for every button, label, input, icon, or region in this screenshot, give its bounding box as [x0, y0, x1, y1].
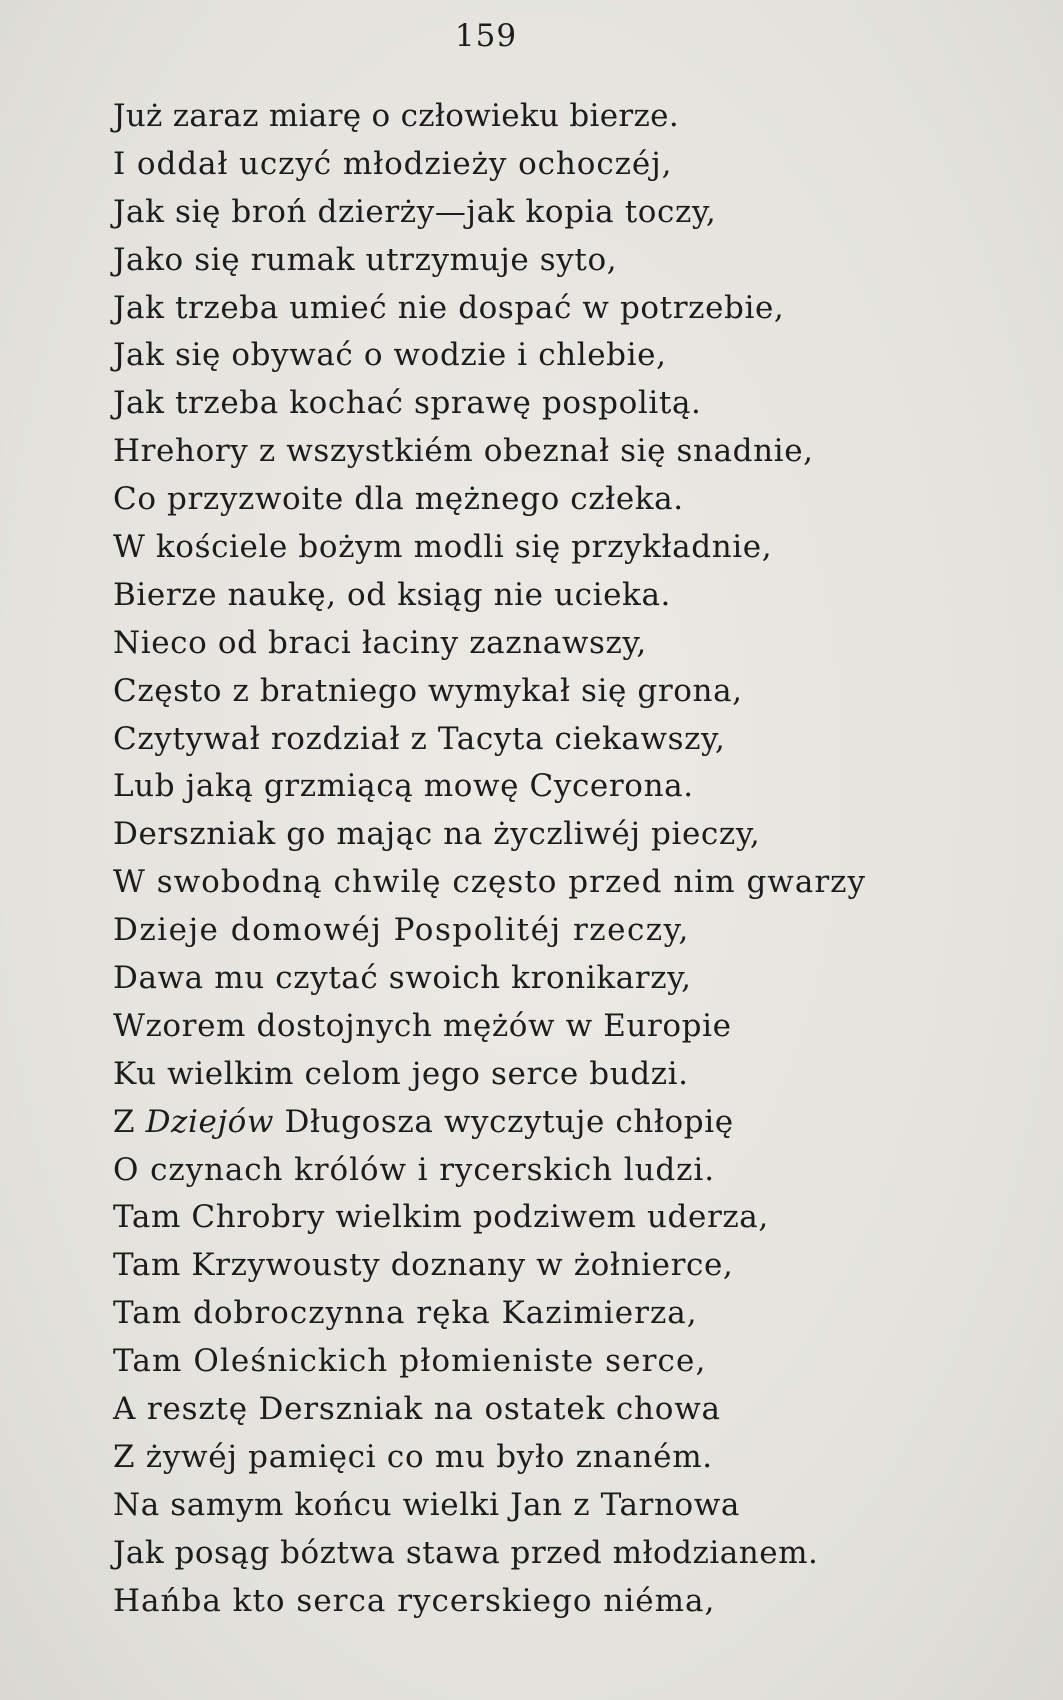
poem-line: I oddał uczyć młodzieży ochoczéj,	[113, 145, 673, 182]
poem-line: W kościele bożym modli się przykładnie,	[113, 529, 773, 566]
poem-line: Jak trzeba kochać sprawę pospolitą.	[113, 385, 702, 422]
poem-line: Dzieje domowéj Pospolitéj rzeczy,	[113, 912, 690, 949]
poem-line: Z żywéj pamięci co mu było znaném.	[113, 1438, 713, 1475]
poem-line: Czytywał rozdział z Tacyta ciekawszy,	[113, 720, 726, 757]
poem-line: W swobodną chwilę często przed nim gwarzy	[113, 864, 866, 901]
poem-line: Jako się rumak utrzymuje syto,	[113, 241, 618, 278]
poem-line: Jak posąg bóztwa stawa przed młodzianem.	[113, 1534, 819, 1571]
poem-line: Hańba kto serca rycerskiego niéma,	[113, 1582, 716, 1619]
poem-line: Derszniak go mając na życzliwéj pieczy,	[113, 816, 761, 853]
poem-line: Ku wielkim celom jego serce budzi.	[113, 1055, 689, 1092]
poem-line-start: Z	[113, 1103, 146, 1140]
poem-line: Już zaraz miarę o człowieku bierze.	[113, 98, 679, 134]
poem-line: Bierze naukę, od ksiąg nie ucieka.	[113, 576, 671, 613]
poem-line-end: Długosza wyczytuje chłopię	[274, 1103, 734, 1140]
poem-text	[113, 93, 866, 1626]
poem-line: Tam dobroczynna ręka Kazimierza,	[113, 1295, 698, 1332]
poem-line: Lub jaką grzmiącą mowę Cycerona.	[113, 768, 694, 805]
poem-line: Jak się broń dzierży—jak kopia toczy,	[113, 193, 717, 230]
poem-line: Wzorem dostojnych mężów w Europie	[113, 1007, 732, 1044]
poem-line: Dawa mu czytać swoich kronikarzy,	[113, 960, 692, 997]
poem-line: Jak trzeba umieć nie dospać w potrzebie,	[113, 289, 785, 326]
poem-line: Jak się obywać o wodzie i chlebie,	[113, 337, 667, 374]
poem-line: Co przyzwoite dla mężnego człeka.	[113, 481, 684, 518]
poem-line: O czynach królów i rycerskich ludzi.	[113, 1151, 715, 1188]
poem-line: Tam Oleśnickich płomieniste serce,	[113, 1343, 707, 1380]
poem-line: Często z bratniego wymykał się grona,	[113, 672, 743, 709]
poem-line: Na samym końcu wielki Jan z Tarnowa	[113, 1486, 740, 1523]
page-number: 159	[454, 18, 518, 54]
poem-line: Hrehory z wszystkiém obeznał się snadnie,	[113, 433, 814, 470]
poem-line: Tam Krzywousty doznany w żołnierce,	[113, 1247, 734, 1284]
poem-line	[113, 1099, 866, 1147]
book-title-italic: Dziejów	[145, 1103, 275, 1140]
poem-line: A resztę Derszniak na ostatek chowa	[113, 1391, 721, 1428]
poem-line: Nieco od braci łaciny zaznawszy,	[113, 624, 647, 661]
poem-line: Tam Chrobry wielkim podziwem uderza,	[113, 1199, 769, 1236]
